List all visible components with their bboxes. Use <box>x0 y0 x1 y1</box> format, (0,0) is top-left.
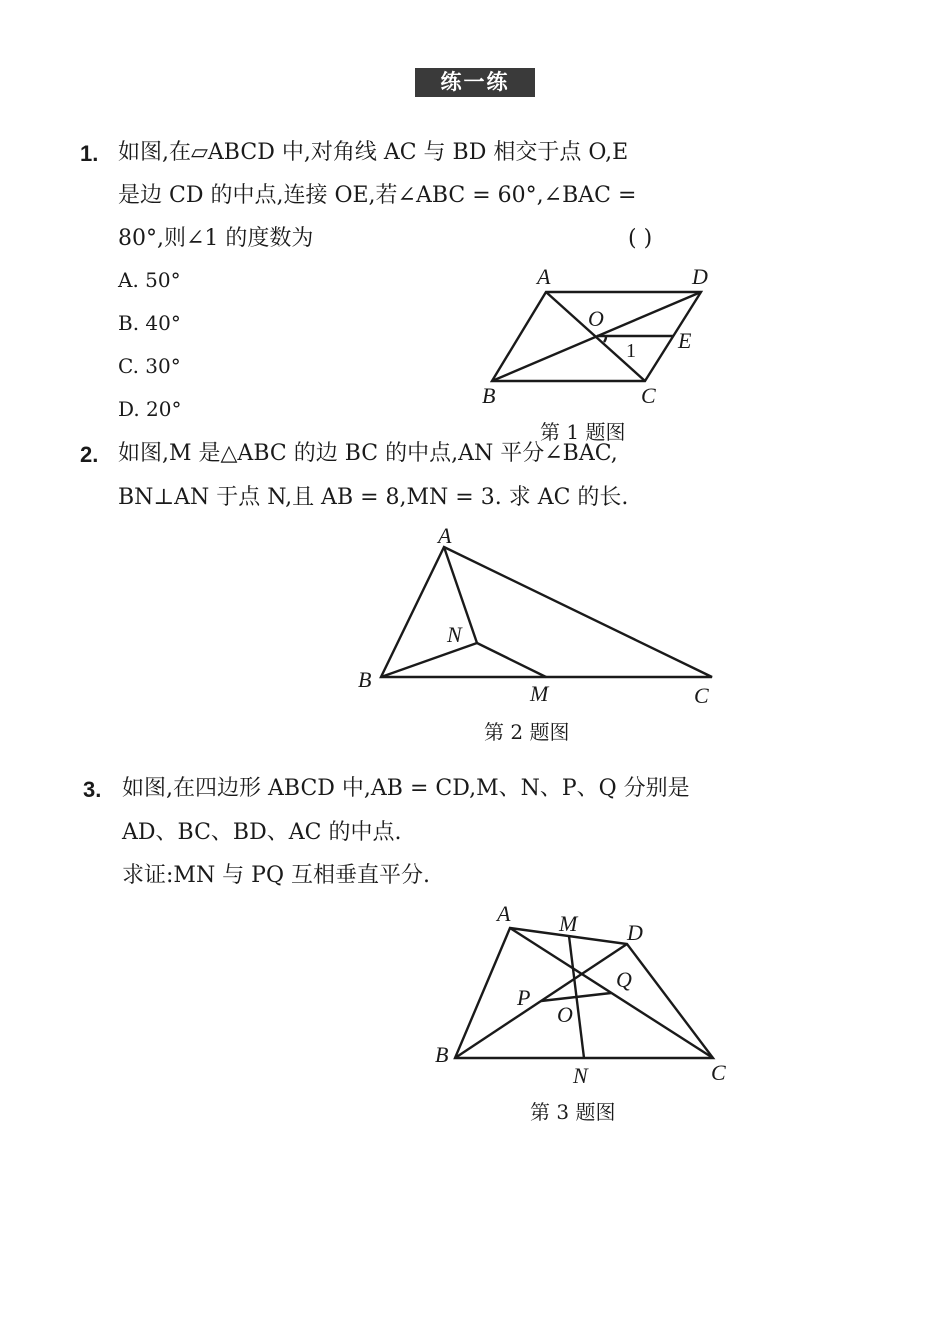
question-1-line-2: 是边 CD 的中点,连接 OE,若∠ABC = 60°,∠BAC = <box>118 183 637 208</box>
fig1-label-angle-1: 1 <box>626 340 636 362</box>
figure-3-caption: 第 3 题图 <box>530 1100 616 1124</box>
fig3-label-c: C <box>711 1060 726 1085</box>
fig3-label-o: O <box>557 1002 573 1027</box>
fig3-label-q: Q <box>616 967 632 992</box>
fig2-label-b: B <box>358 667 372 692</box>
question-2-number: 2. <box>80 442 99 467</box>
question-1-option-c: C. 30° <box>118 354 181 378</box>
question-3-line-3: 求证:MN 与 PQ 互相垂直平分. <box>122 863 431 888</box>
fig2-label-n: N <box>447 622 462 647</box>
question-3-line-1: 如图,在四边形 ABCD 中,AB = CD,M、N、P、Q 分别是 <box>122 776 690 801</box>
fig2-label-c: C <box>694 683 709 708</box>
question-3-number: 3. <box>83 777 102 802</box>
question-3-line-2: AD、BC、BD、AC 的中点. <box>122 820 402 845</box>
question-1-line-1: 如图,在▱ABCD 中,对角线 AC 与 BD 相交于点 O,E <box>118 140 629 165</box>
fig2-segment-nm <box>477 643 546 677</box>
fig1-label-a: A <box>537 264 551 289</box>
fig3-label-d: D <box>627 920 643 945</box>
figure-2-caption: 第 2 题图 <box>484 720 570 744</box>
fig2-label-m: M <box>530 681 549 706</box>
fig2-label-a: A <box>438 523 452 548</box>
fig3-label-a: A <box>497 901 511 926</box>
section-title: 练一练 <box>415 68 535 97</box>
question-1-option-d: D. 20° <box>118 397 182 421</box>
question-1-option-a: A. 50° <box>118 268 181 292</box>
question-1-answer-blank: ( ) <box>628 226 653 251</box>
fig3-quadrilateral-abcd <box>455 928 713 1058</box>
fig2-triangle-abc <box>381 547 712 677</box>
question-1-number: 1. <box>80 141 99 166</box>
fig1-label-d: D <box>692 264 708 289</box>
question-2-line-2: BN⊥AN 于点 N,且 AB = 8,MN = 3. 求 AC 的长. <box>118 485 629 510</box>
question-2-line-1: 如图,M 是△ABC 的边 BC 的中点,AN 平分∠BAC, <box>118 441 618 466</box>
fig1-label-o: O <box>588 306 604 331</box>
fig1-label-c: C <box>641 383 656 408</box>
fig3-diagonal-ac <box>510 928 713 1058</box>
question-1-option-b: B. 40° <box>118 311 181 335</box>
fig3-label-p: P <box>517 985 531 1010</box>
fig3-label-b: B <box>435 1042 449 1067</box>
fig1-label-e: E <box>678 328 692 353</box>
fig1-label-b: B <box>482 383 496 408</box>
figure-1-caption: 第 1 题图 <box>540 420 626 444</box>
fig3-label-m: M <box>559 911 578 936</box>
question-1-line-3: 80°,则∠1 的度数为 <box>118 226 314 251</box>
fig3-label-n: N <box>573 1063 588 1088</box>
